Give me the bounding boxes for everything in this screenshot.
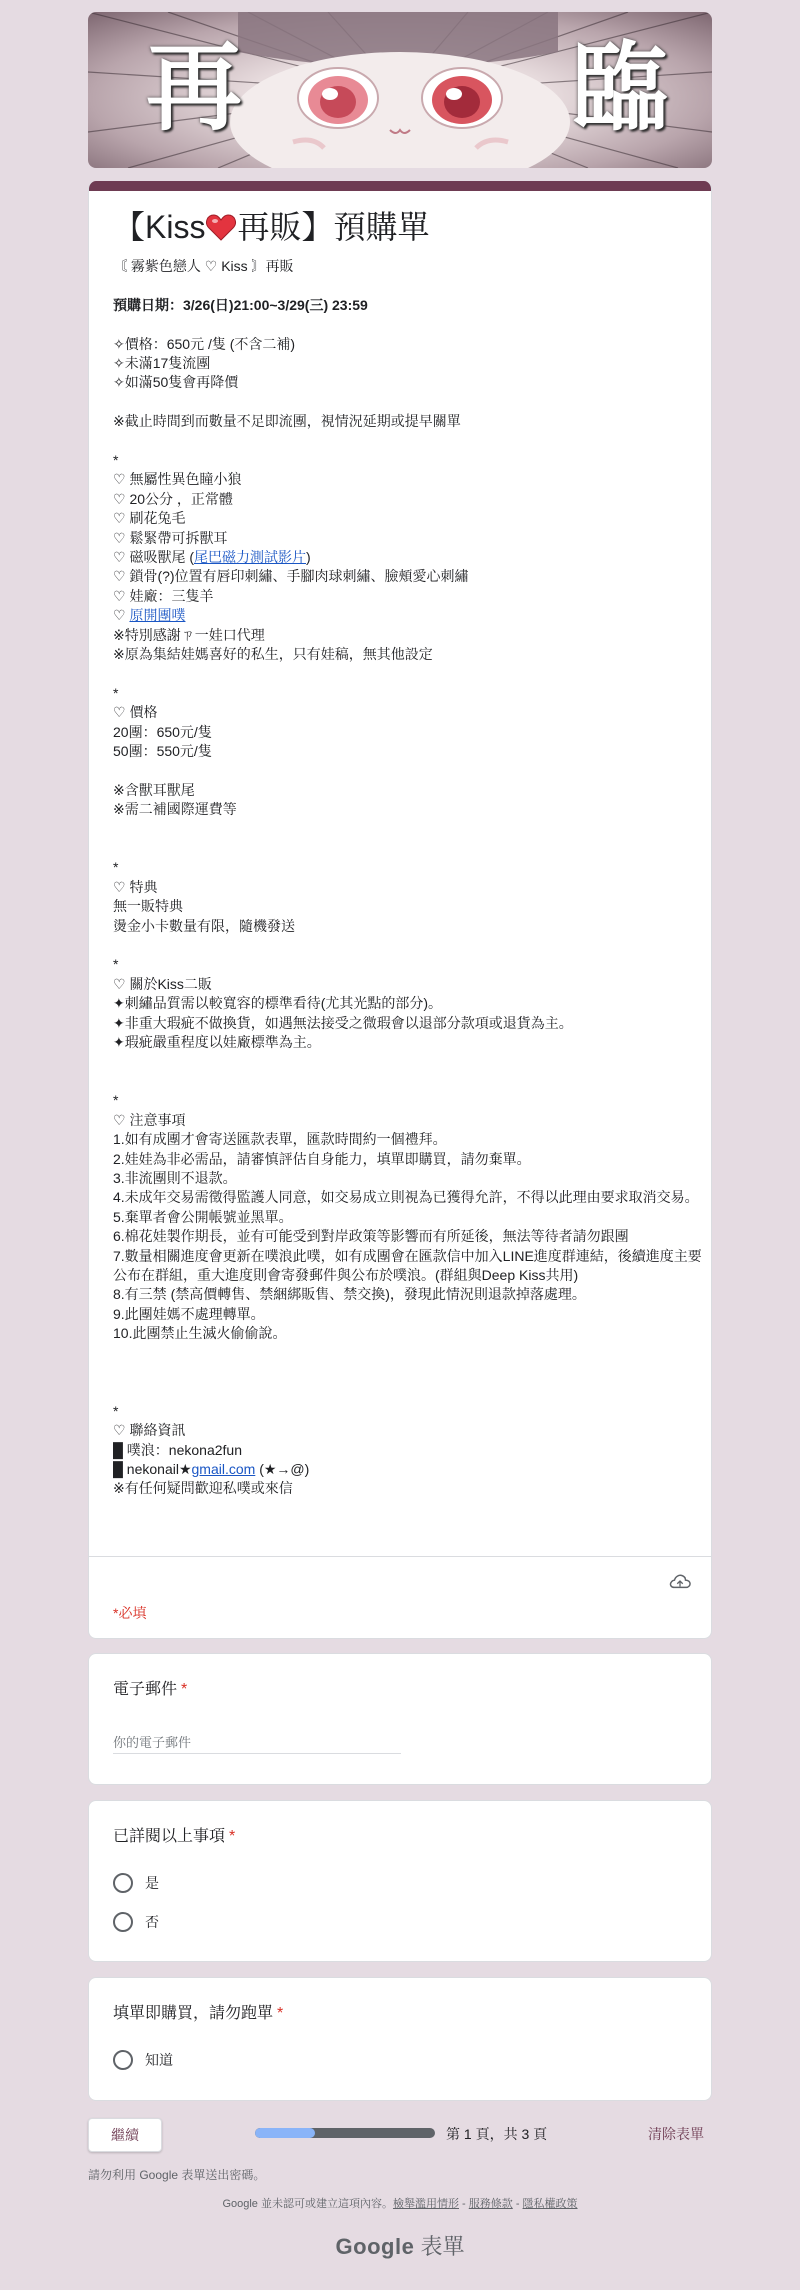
description-line [113, 684, 703, 703]
description-text: (★→@) [255, 1460, 310, 1477]
description-line [113, 955, 703, 974]
description-text: ✧未滿17隻流團 [113, 355, 211, 371]
description-text: 燙金小卡數量有限，隨機發送 [113, 917, 295, 934]
description-line [113, 1402, 703, 1421]
description-text: 8.有三禁 (禁高價轉售、禁綑綁販售、禁交換)，發現此情況則退款掉落處理。 [113, 1286, 586, 1303]
description-text: * [113, 956, 119, 973]
description-line [113, 1363, 703, 1382]
required-asterisk: * [277, 2005, 284, 2022]
description-text: * [113, 684, 119, 701]
required-asterisk: * [229, 1828, 236, 1845]
form-title [113, 205, 429, 249]
description-text: 20團：650元/隻 [113, 723, 212, 740]
radio-circle[interactable] [113, 2050, 133, 2070]
question-read-title [113, 1825, 235, 1849]
description-line [113, 296, 703, 315]
description-text: ✧如滿50隻會再降價 [113, 374, 239, 391]
description-line [113, 1382, 703, 1401]
description-text: ✦瑕疵嚴重程度以娃廠標準為主。 [113, 1034, 321, 1051]
form-header-footer [89, 1556, 712, 1639]
description-text: 9.此團娃媽不處理轉單。 [113, 1305, 265, 1322]
required-asterisk: * [181, 1681, 188, 1698]
disclaimer-text: Google 並未認可或建立這項內容。 [222, 2198, 393, 2210]
clear-form-button[interactable]: 清除表單 [648, 2126, 704, 2142]
question-read-label: 已詳閱以上事項 [113, 1828, 226, 1845]
description-line [113, 393, 703, 412]
description-line [113, 645, 703, 664]
page-counter: 第 1 頁，共 3 頁 [446, 2126, 548, 2142]
description-text: * [113, 1402, 119, 1419]
description-line [113, 1150, 703, 1169]
description-line [113, 335, 703, 354]
forms-wordmark: 表單 [414, 2234, 465, 2259]
description-text: ♡ 注意事項 [113, 1111, 186, 1128]
description-text: ♡ 關於Kiss二販 [113, 975, 212, 992]
description-line [113, 354, 703, 373]
description-line [113, 1247, 703, 1286]
form-header-card [88, 181, 712, 1639]
description-text: 〘 霧紫色戀人 ♡ Kiss 〙再販 [113, 258, 294, 274]
description-line [113, 800, 703, 819]
description-text: ※原為集結娃媽喜好的私生，只有娃稿，無其他設定 [113, 646, 433, 663]
next-button[interactable]: 繼續 [88, 2118, 162, 2152]
form-description [113, 257, 703, 1499]
description-line [113, 897, 703, 916]
radio-option-no[interactable] [113, 1910, 159, 1934]
description-line [113, 1441, 703, 1460]
description-line [113, 587, 703, 606]
description-line [113, 509, 703, 528]
banner-char-right: 臨 [572, 31, 668, 144]
separator: - [458, 2198, 469, 2210]
email-input[interactable] [113, 1732, 401, 1754]
description-text: █ 噗浪：nekona2fun [113, 1441, 242, 1458]
description-line [113, 1130, 703, 1149]
password-warning: 請勿利用 Google 表單送出密碼。 [88, 2168, 266, 2182]
description-line [113, 1072, 703, 1091]
description-line [113, 1421, 703, 1440]
description-line [113, 1169, 703, 1188]
description-line [113, 490, 703, 509]
description-line [113, 917, 703, 936]
radio-circle[interactable] [113, 1912, 133, 1932]
description-line [113, 1479, 703, 1498]
terms-link[interactable]: 服務條款 [468, 2198, 513, 2210]
description-link[interactable]: 原開團噗 [129, 607, 186, 624]
description-text: 5.棄單者會公開帳號並黑單。 [113, 1208, 293, 1225]
description-line [113, 567, 703, 586]
form-title-prefix: 【Kiss [113, 209, 206, 245]
header-banner [88, 12, 712, 168]
radio-circle[interactable] [113, 1873, 133, 1893]
question-noabandon-title [113, 2002, 283, 2026]
cloud-save-icon[interactable] [669, 1573, 691, 1589]
description-text: * [113, 1092, 119, 1109]
description-text: * [113, 452, 119, 468]
description-line [113, 1033, 703, 1052]
description-line [113, 742, 703, 761]
description-text: ※有任何疑問歡迎私噗或來信 [113, 1480, 293, 1497]
required-note: *必填 [113, 1605, 147, 1621]
description-line [113, 781, 703, 800]
question-email-title [113, 1678, 187, 1702]
description-link[interactable]: gmail.com [191, 1460, 256, 1477]
question-email-label: 電子郵件 [113, 1681, 178, 1698]
description-text: ♡ 鎖骨(?)位置有唇印刺繡、手腳肉球刺繡、臉頰愛心刺繡 [113, 568, 469, 585]
separator: - [512, 2198, 523, 2210]
question-noabandon [88, 1977, 712, 2101]
description-line [113, 878, 703, 897]
description-text: ♡ 價格 [113, 704, 158, 721]
description-line [113, 626, 703, 645]
description-line [113, 975, 703, 994]
description-line [113, 470, 703, 489]
description-line [113, 1305, 703, 1324]
radio-option-know[interactable] [113, 2048, 173, 2072]
description-line [113, 315, 703, 334]
description-text: ✦非重大瑕疵不做換貨，如遇無法接受之微瑕會以退部分款項或退貨為主。 [113, 1014, 573, 1031]
progress-fill [255, 2128, 315, 2138]
description-line [113, 703, 703, 722]
description-line [113, 1091, 703, 1110]
description-line [113, 1324, 703, 1343]
description-line [113, 1227, 703, 1246]
description-line [113, 412, 703, 431]
description-text: ※含獸耳獸尾 [113, 781, 195, 798]
description-line [113, 761, 703, 780]
description-line [113, 1111, 703, 1130]
description-line [113, 723, 703, 742]
description-line [113, 1460, 703, 1479]
description-text: 50團：550元/隻 [113, 743, 212, 760]
banner-char-left: 再 [146, 31, 242, 144]
description-line [113, 1014, 703, 1033]
description-line [113, 1188, 703, 1207]
description-text: 2.娃娃為非必需品，請審慎評估自身能力，填單即購買，請勿棄單。 [113, 1150, 531, 1167]
description-text: ) [306, 549, 311, 566]
accent-bar [89, 181, 712, 191]
description-line [113, 257, 703, 276]
google-forms-logo[interactable] [88, 2230, 712, 2261]
description-text: 6.棉花娃製作期長，並有可能受到對岸政策等影響而有所延後，無法等待者請勿跟團 [113, 1228, 629, 1245]
description-text: ♡ 磁吸獸尾 ( [113, 549, 194, 566]
description-text: ※特別感謝ㄗ一娃口代理 [113, 626, 265, 643]
disclaimer [88, 2195, 712, 2211]
description-line [113, 820, 703, 839]
google-wordmark: Google [335, 2234, 415, 2259]
description-text: 無一販特典 [113, 898, 183, 915]
radio-label: 否 [145, 1914, 159, 1930]
description-text: ♡ [113, 607, 130, 624]
progress-bar [255, 2128, 435, 2138]
description-text: 1.如有成團才會寄送匯款表單，匯款時間約一個禮拜。 [113, 1131, 447, 1148]
description-line [113, 1208, 703, 1227]
description-line [113, 936, 703, 955]
description-text: ♡ 20公分 ，正常體 [113, 490, 233, 507]
description-line [113, 548, 703, 567]
question-noabandon-label: 填單即購買，請勿跑單 [113, 2005, 274, 2022]
description-line [113, 1053, 703, 1072]
question-email [88, 1653, 712, 1785]
description-text: ♡ 鬆緊帶可拆獸耳 [113, 529, 228, 546]
radio-label: 知道 [145, 2052, 173, 2068]
description-text: ♡ 無屬性異色瞳小狼 [113, 471, 242, 488]
form-title-suffix: 再販】預購單 [237, 209, 430, 245]
description-text: ※需二補國際運費等 [113, 801, 237, 818]
description-text: 4.未成年交易需徵得監護人同意，如交易成立則視為已獲得允許，不得以此理由要求取消交易。 [113, 1189, 699, 1206]
description-text: * [113, 859, 119, 876]
description-line [113, 664, 703, 683]
description-text: ✦刺繡品質需以較寬容的標準看待(尤其光點的部分)。 [113, 995, 443, 1012]
description-text: ※截止時間到而數量不足即流團，視情況延期或提早關單 [113, 413, 461, 430]
description-line [113, 606, 703, 625]
description-line [113, 529, 703, 548]
privacy-link[interactable]: 隱私權政策 [522, 2198, 578, 2210]
description-link[interactable]: 尾巴磁力測試影片 [194, 549, 306, 566]
report-abuse-link[interactable]: 檢舉濫用情形 [392, 2198, 459, 2210]
description-text: ♡ 刷花兔毛 [113, 510, 186, 527]
description-text: ♡ 特典 [113, 878, 158, 895]
description-line [113, 451, 703, 470]
radio-label: 是 [145, 1875, 159, 1891]
description-text: ♡ 聯絡資訊 [113, 1422, 186, 1439]
description-line [113, 432, 703, 451]
description-text: 10.此團禁止生滅火偷偷說。 [113, 1325, 287, 1342]
description-line [113, 839, 703, 858]
radio-option-yes[interactable] [113, 1871, 159, 1895]
description-text: █ nekonail★ [113, 1460, 192, 1477]
question-read [88, 1800, 712, 1962]
description-line [113, 1344, 703, 1363]
description-line [113, 276, 703, 295]
description-text: ✧價格：650元 /隻 (不含二補) [113, 335, 296, 352]
description-line [113, 858, 703, 877]
heart-icon [205, 212, 237, 242]
description-text: 7.數量相關進度會更新在噗浪此噗，如有成團會在匯款信中加入LINE進度群連結，後續進度主要公布在群組，重大進度則會寄發郵件與公布於噗浪。(群組與Deep Kiss共用) [113, 1247, 702, 1283]
description-text: ♡ 娃廠：三隻羊 [113, 587, 214, 604]
description-line [113, 373, 703, 392]
description-text: 預購日期：3/26(日)21:00~3/29(三) 23:59 [113, 296, 368, 313]
description-text: 3.非流團則不退款。 [113, 1169, 237, 1186]
description-line [113, 994, 703, 1013]
description-line [113, 1285, 703, 1304]
